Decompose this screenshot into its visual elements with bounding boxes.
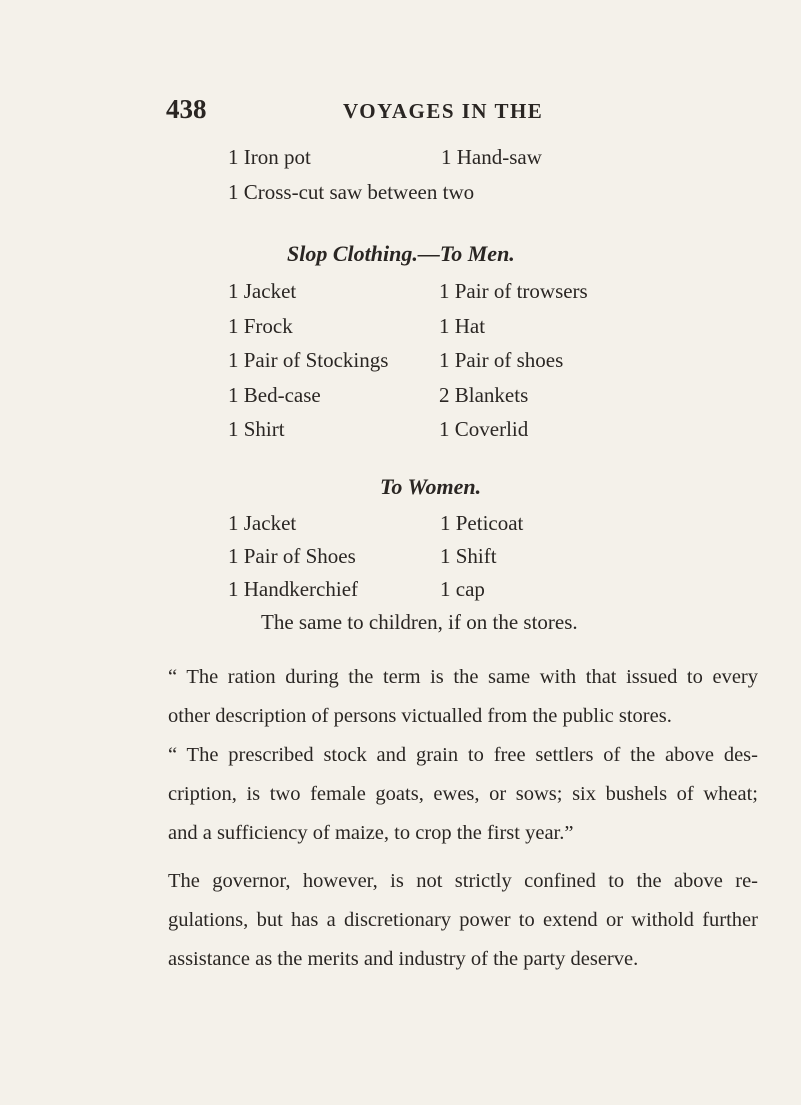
paragraph-line: cription, is two female goats, ewes, or sows; six bushels of wheat; bbox=[168, 782, 758, 805]
men-clothing-item: 1 Bed-case bbox=[228, 383, 321, 407]
men-clothing-item: 1 Coverlid bbox=[439, 417, 529, 441]
paragraph-line: and a sufficiency of maize, to crop the first year.” bbox=[168, 821, 574, 844]
women-clothing-item: 1 Jacket bbox=[228, 511, 297, 535]
women-clothing-item: 1 Handkerchief bbox=[228, 577, 359, 601]
paragraph-line: other description of persons victualled from the public stores. bbox=[168, 704, 672, 727]
section-heading-men: Slop Clothing.—To Men. bbox=[287, 241, 515, 266]
men-clothing-item: 1 Jacket bbox=[228, 279, 297, 303]
paragraph-stock-and-grain bbox=[168, 736, 758, 852]
men-clothing-item: 1 Hat bbox=[439, 314, 486, 338]
men-clothing-item: 1 Pair of trowsers bbox=[439, 279, 588, 303]
section-heading-women: To Women. bbox=[380, 474, 482, 499]
running-title: VOYAGES IN THE bbox=[343, 99, 544, 123]
paragraph-ration bbox=[168, 658, 758, 736]
men-clothing-item: 1 Frock bbox=[228, 314, 293, 338]
men-clothing-item: 1 Pair of Stockings bbox=[228, 348, 389, 372]
children-note: The same to children, if on the stores. bbox=[261, 610, 578, 634]
paragraph-governor bbox=[168, 862, 758, 978]
paragraph-line: “ The ration during the term is the same with that issued to every bbox=[168, 666, 758, 688]
men-clothing-item: 1 Shirt bbox=[228, 417, 285, 441]
page-number: 438 bbox=[166, 94, 207, 124]
women-clothing-item: 1 Shift bbox=[440, 544, 497, 568]
women-clothing-item: 1 cap bbox=[440, 577, 485, 601]
paragraph-line: “ The prescribed stock and grain to free settlers of the above des- bbox=[168, 744, 758, 766]
tool-item-iron-pot: 1 Iron pot bbox=[228, 145, 311, 169]
paragraph-line: gulations, but has a discretionary power to extend or withold further bbox=[168, 908, 758, 931]
tool-item-cross-cut-saw: 1 Cross-cut saw between two bbox=[228, 180, 475, 204]
paragraph-line: The governor, however, is not strictly confined to the above re- bbox=[168, 870, 758, 892]
women-clothing-item: 1 Pair of Shoes bbox=[228, 544, 356, 568]
women-clothing-item: 1 Peticoat bbox=[440, 511, 524, 535]
paragraph-line: assistance as the merits and industry of the party deserve. bbox=[168, 947, 639, 970]
men-clothing-item: 1 Pair of shoes bbox=[439, 348, 564, 372]
tool-item-hand-saw: 1 Hand-saw bbox=[441, 145, 542, 169]
men-clothing-item: 2 Blankets bbox=[439, 383, 529, 407]
